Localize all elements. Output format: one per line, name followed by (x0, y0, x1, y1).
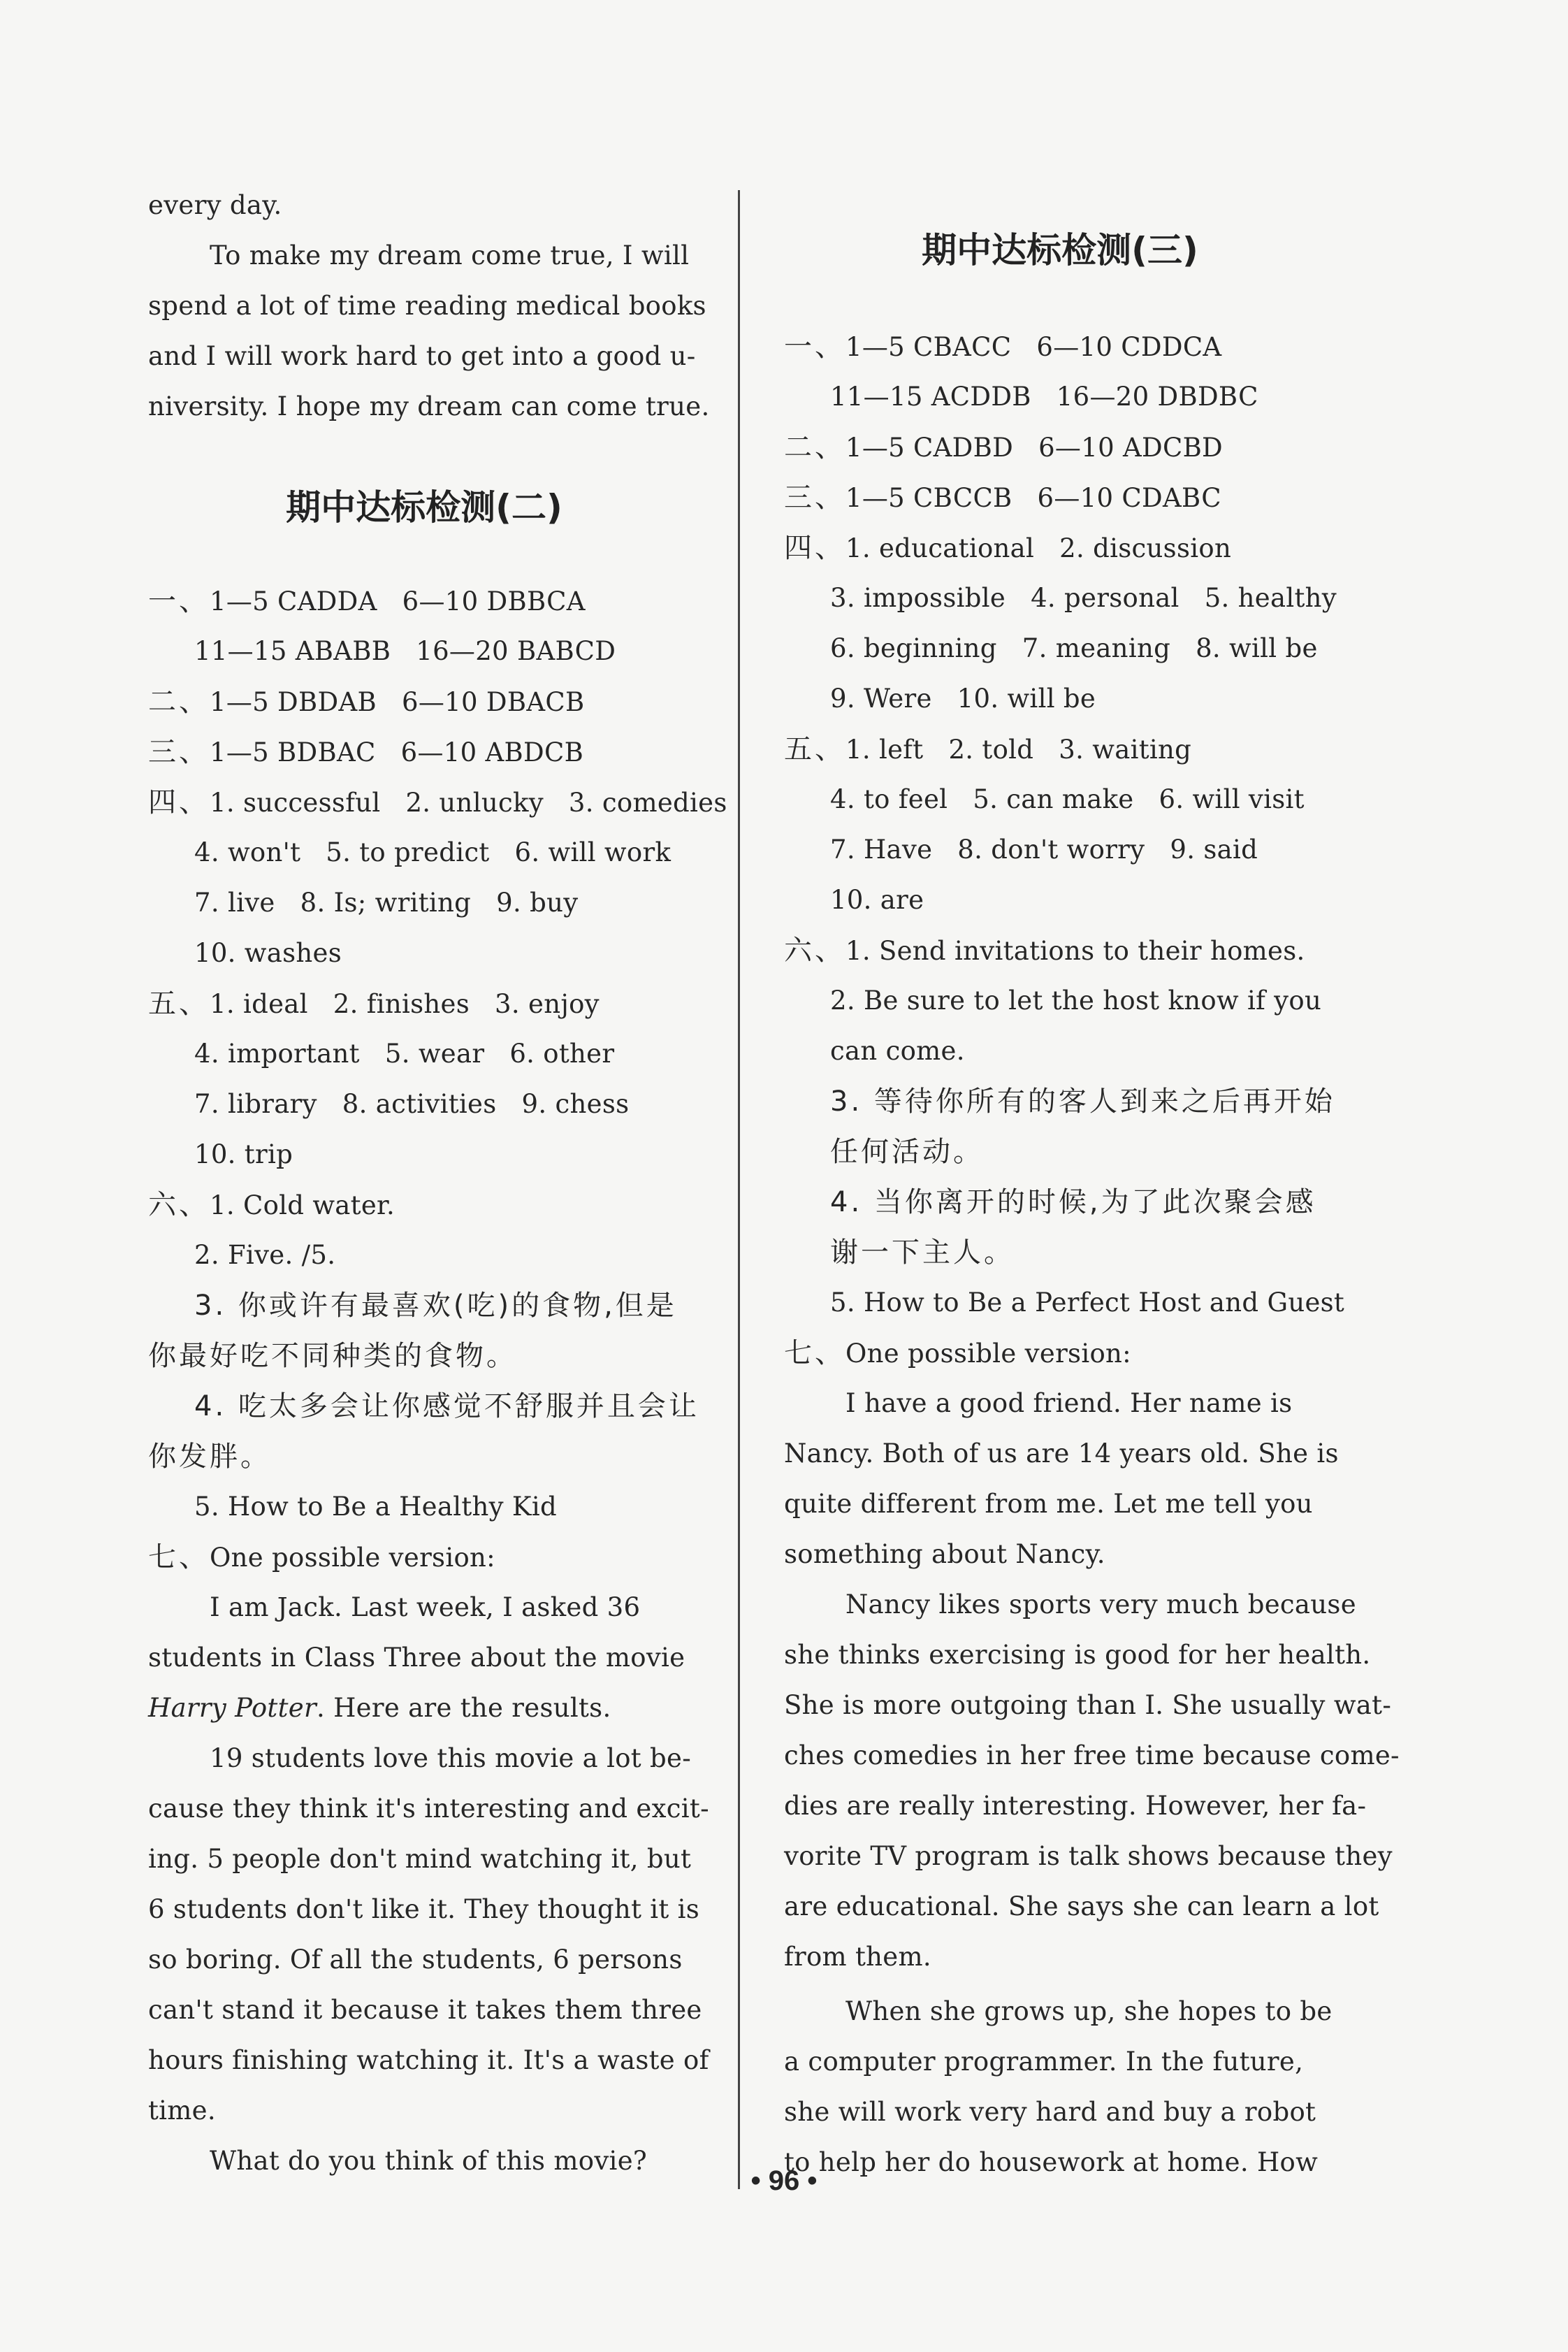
essay-line: to help her do housework at home. How (784, 2147, 1319, 2177)
answer-line: 你最好吃不同种类的食物。 (148, 1340, 517, 1372)
answer-row-s5 (784, 728, 1191, 770)
answer-row-s6 (148, 1184, 395, 1226)
essay-line: I am Jack. Last week, I asked 36 (210, 1592, 641, 1622)
answer-row-s7 (784, 1332, 1131, 1374)
essay-heading: One possible version: (845, 1339, 1131, 1369)
answer-group: 6—10 CDDCA (1036, 332, 1222, 362)
answer-group: 1—5 CBACC (845, 332, 1012, 362)
answer-line: 5. How to Be a Healthy Kid (194, 1492, 557, 1522)
answer-row-s3 (148, 731, 583, 773)
answer-item: 7. meaning (1022, 633, 1171, 663)
section-title-midterm-3: 期中达标检测(三) (922, 230, 1198, 270)
answer-item: 2. finishes (333, 989, 470, 1019)
section-label: 二、 (784, 431, 845, 463)
answer-item: 10. trip (194, 1139, 293, 1169)
answer-row (194, 1083, 629, 1125)
answer-line: 3. 你或许有最喜欢(吃)的食物,但是 (194, 1290, 677, 1322)
answer-item: 8. Is; writing (300, 888, 472, 918)
intro-line: and I will work hard to get into a good u- (148, 341, 696, 371)
answer-item: 4. important (194, 1039, 360, 1069)
answer-row (830, 779, 1305, 821)
intro-line: To make my dream come true, I will (210, 240, 690, 270)
answer-row (194, 1134, 293, 1176)
essay-line: 6 students don't like it. They thought it is (148, 1894, 700, 1924)
answer-item: 4. to feel (830, 784, 948, 814)
section-label: 三、 (148, 736, 210, 768)
answer-group: 6—10 ADCBD (1038, 433, 1224, 463)
essay-text: . Here are the results. (316, 1693, 611, 1723)
answer-group: 6—10 DBBCA (402, 586, 586, 616)
intro-line: spend a lot of time reading medical books (148, 291, 706, 321)
answer-item: 9. buy (496, 888, 579, 918)
essay-line: hours finishing watching it. It's a waste of (148, 2045, 709, 2075)
page-number: • 96 • (750, 2165, 818, 2196)
section-label: 一、 (784, 331, 845, 363)
answer-item: 7. library (194, 1089, 317, 1119)
answer-item: 5. to predict (326, 837, 490, 867)
answer-row (830, 879, 924, 921)
essay-line: dies are really interesting. However, her fa- (784, 1791, 1367, 1821)
answer-row (194, 1033, 614, 1075)
answer-item: 3. comedies (568, 788, 727, 818)
answer-line: can come. (830, 1036, 965, 1066)
section-label: 二、 (148, 686, 210, 718)
section-label: 五、 (148, 988, 210, 1020)
answer-item: 1. Send invitations to their homes. (845, 936, 1305, 966)
answer-row-s2 (784, 426, 1223, 468)
answer-group: 16—20 BABCD (416, 636, 616, 666)
answer-row-s7 (148, 1536, 495, 1578)
answer-item: 4. won't (194, 837, 301, 867)
essay-line (148, 1687, 611, 1729)
answer-item: 4. personal (1031, 583, 1179, 613)
answer-item: 6. other (509, 1039, 615, 1069)
essay-line: ches comedies in her free time because come- (784, 1740, 1400, 1770)
answer-item: 10. will be (957, 684, 1096, 714)
essay-line: quite different from me. Let me tell you (784, 1489, 1313, 1519)
answer-group: 1—5 DBDAB (210, 687, 377, 717)
answer-row-s1b (830, 376, 1258, 418)
answer-item: 5. healthy (1204, 583, 1337, 613)
section-label: 四、 (784, 532, 845, 564)
answer-item: 2. unlucky (405, 788, 544, 818)
answer-row (830, 678, 1096, 720)
answer-item: 1. ideal (210, 989, 308, 1019)
answer-group: 1—5 CADDA (210, 586, 377, 616)
section-title-midterm-2: 期中达标检测(二) (286, 487, 562, 528)
answer-line: 4. 当你离开的时候,为了此次聚会感 (830, 1186, 1316, 1218)
essay-line: 19 students love this movie a lot be- (210, 1743, 692, 1773)
answer-line: 3. 等待你所有的客人到来之后再开始 (830, 1085, 1335, 1118)
essay-line: she thinks exercising is good for her health. (784, 1640, 1371, 1670)
answer-row (194, 832, 671, 874)
answer-group: 11—15 ACDDB (830, 382, 1031, 412)
answer-item: 3. enjoy (495, 989, 600, 1019)
essay-line: cause they think it's interesting and excit- (148, 1794, 709, 1824)
answer-row-s1b (194, 630, 616, 672)
essay-line: can't stand it because it takes them three (148, 1995, 702, 2025)
answer-line: 任何活动。 (830, 1136, 984, 1168)
answer-row (830, 829, 1258, 871)
answer-item: 5. can make (973, 784, 1134, 814)
answer-item: 9. Were (830, 684, 932, 714)
answer-item: 1. successful (210, 788, 381, 818)
answer-item: 1. Cold water. (210, 1190, 395, 1220)
answer-item: 1. educational (845, 533, 1035, 563)
answer-item: 7. Have (830, 835, 933, 865)
answer-group: 11—15 ABABB (194, 636, 391, 666)
answer-item: 8. will be (1196, 633, 1318, 663)
essay-line: something about Nancy. (784, 1539, 1105, 1569)
answer-group: 1—5 BDBAC (210, 737, 376, 767)
answer-row (194, 882, 578, 924)
answer-item: 6. beginning (830, 633, 997, 663)
movie-title: Harry Potter (148, 1693, 317, 1723)
answer-row-s1 (148, 580, 586, 622)
essay-line: from them. (784, 1942, 931, 1972)
section-label: 四、 (148, 786, 210, 818)
answer-item: 9. chess (521, 1089, 630, 1119)
answer-item: 6. will work (514, 837, 672, 867)
answer-group: 1—5 CBCCB (845, 483, 1012, 513)
answer-row-s5 (148, 983, 600, 1025)
essay-line: time. (148, 2095, 216, 2126)
section-label: 三、 (784, 482, 845, 514)
essay-line: She is more outgoing than I. She usually wat- (784, 1690, 1392, 1720)
answer-item: 6. will visit (1159, 784, 1305, 814)
answer-row (830, 577, 1337, 619)
essay-line: ing. 5 people don't mind watching it, but (148, 1844, 692, 1874)
essay-line: Nancy likes sports very much because (845, 1589, 1356, 1619)
answer-group: 6—10 DBACB (401, 687, 585, 717)
answer-row-s4 (148, 781, 727, 823)
answer-item: 7. live (194, 888, 275, 918)
essay-line: I have a good friend. Her name is (845, 1388, 1293, 1418)
section-label: 七、 (148, 1541, 210, 1573)
section-label: 五、 (784, 733, 845, 765)
essay-line: a computer programmer. In the future, (784, 2047, 1304, 2077)
answer-row-s1 (784, 326, 1221, 368)
answer-row-s3 (784, 477, 1221, 519)
answer-item: 8. don't worry (957, 835, 1145, 865)
column-divider (738, 190, 740, 2189)
answer-line: 4. 吃太多会让你感觉不舒服并且会让 (194, 1390, 699, 1422)
essay-line: are educational. She says she can learn a lot (784, 1891, 1379, 1921)
essay-line: What do you think of this movie? (210, 2146, 648, 2176)
answer-row (830, 628, 1318, 670)
answer-group: 6—10 ABDCB (400, 737, 584, 767)
essay-line: vorite TV program is talk shows because they (784, 1841, 1393, 1871)
section-label: 七、 (784, 1337, 845, 1369)
answer-line: 5. How to Be a Perfect Host and Guest (830, 1287, 1345, 1318)
intro-line: every day. (148, 190, 282, 220)
answer-line: 谢一下主人。 (830, 1236, 1015, 1269)
answer-item: 3. waiting (1059, 735, 1192, 765)
answer-item: 2. discussion (1059, 533, 1232, 563)
answer-item: 10. washes (194, 938, 342, 968)
answer-group: 1—5 CADBD (845, 433, 1014, 463)
answer-item: 5. wear (384, 1039, 485, 1069)
answer-row-s4 (784, 527, 1231, 569)
essay-line: she will work very hard and buy a robot (784, 2097, 1316, 2127)
answer-item: 3. impossible (830, 583, 1006, 613)
section-label: 一、 (148, 585, 210, 617)
essay-line: so boring. Of all the students, 6 persons (148, 1945, 683, 1975)
answer-line: 2. Be sure to let the host know if you (830, 986, 1322, 1016)
section-label: 六、 (784, 935, 845, 967)
answer-item: 2. told (948, 735, 1034, 765)
answer-item: 1. left (845, 735, 924, 765)
answer-item: 10. are (830, 885, 924, 915)
intro-line: niversity. I hope my dream can come true. (148, 391, 710, 421)
answer-line: 2. Five. /5. (194, 1240, 336, 1270)
essay-line: When she grows up, she hopes to be (845, 1996, 1333, 2026)
essay-line: Nancy. Both of us are 14 years old. She is (784, 1438, 1339, 1469)
answer-group: 16—20 DBDBC (1056, 382, 1258, 412)
answer-row (194, 932, 342, 974)
answer-item: 8. activities (342, 1089, 497, 1119)
answer-group: 6—10 CDABC (1037, 483, 1221, 513)
essay-line: students in Class Three about the movie (148, 1643, 685, 1673)
section-label: 六、 (148, 1189, 210, 1221)
answer-row-s6 (784, 930, 1305, 972)
answer-item: 9. said (1170, 835, 1258, 865)
essay-heading: One possible version: (210, 1543, 495, 1573)
answer-line: 你发胖。 (148, 1441, 271, 1473)
answer-row-s2 (148, 681, 584, 723)
